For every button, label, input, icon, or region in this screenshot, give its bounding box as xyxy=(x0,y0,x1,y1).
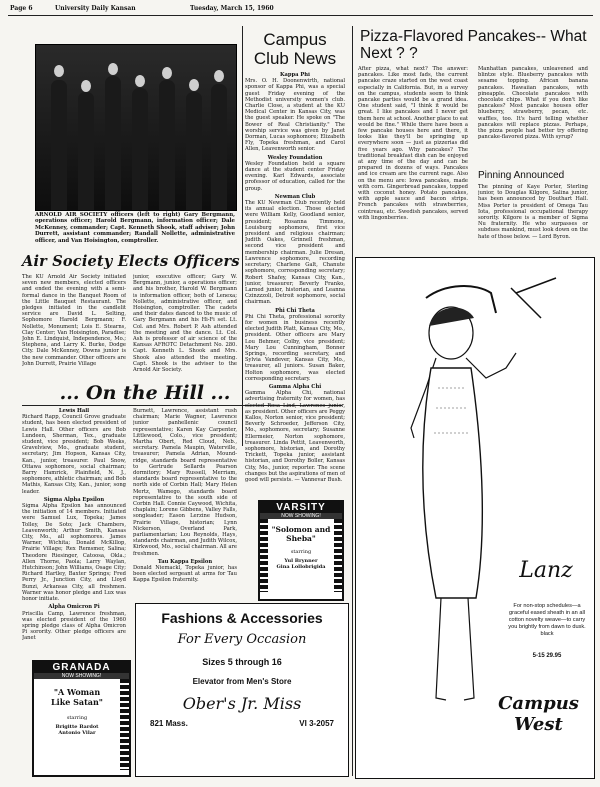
obers-elevator: Elevator from Men's Store xyxy=(192,677,292,686)
lewis-hall-heading: Lewis Hall xyxy=(58,408,90,414)
photo-caption: ARNOLD AIR SOCIETY officers (left to right) Gary Bergmann, operations officer; Harold Bergmann, information officer; Dale McKenney, commander; Capt. Kenneth Shook, staff adviser; John Durrett, assistant commander; Randall Nollette, administrative officer, and Van Hoisington, comptroller. xyxy=(35,212,235,244)
obers-store: Ober's Jr. Miss xyxy=(182,694,302,713)
phi-chi-theta-text: Phi Chi Theta, professional sorority for women in business recently elected Judith Platt, Kansas City, Mo., president. Other officers are Mary Lou Behmer, Colby, vice president; Mary Lou Cunningham, Bonner Springs, recording secretary, and Sylvia Vandever, Kansas City, Mo., treasurer, all juniors. Susan Baker, Holton sophomore, was elected corresponding secretary. xyxy=(245,313,345,382)
obers-phone: VI 3-2057 xyxy=(299,719,334,728)
obers-address: 821 Mass. xyxy=(150,719,188,728)
varsity-film-1: "Solomon and xyxy=(271,525,331,534)
pancakes-headline: Pizza-Flavored Pancakes-- What Next ? ? xyxy=(360,28,587,62)
lanz-price: 29.95 xyxy=(546,653,562,659)
lanz-store: Campus West xyxy=(498,693,579,735)
on-the-hill-col-1 xyxy=(22,408,126,658)
obers-tagline: For Every Occasion xyxy=(177,632,307,647)
issue-date: Tuesday, March 15, 1960 xyxy=(190,5,274,12)
page-number: Page 6 xyxy=(10,5,33,12)
granada-star-1: Brigitte Bardot xyxy=(55,724,99,730)
granada-ad xyxy=(32,660,131,777)
granada-star-2: Antonio Vilar xyxy=(58,730,96,736)
newman-heading: Newman Club xyxy=(274,193,316,200)
granada-starring: starring xyxy=(66,715,88,721)
phi-chi-theta-heading: Phi Chi Theta xyxy=(275,307,315,314)
aop-text: Priscilla Camp, Lawrence freshman, was elected president of the 1960 spring pledge class of Alpha Omicron Pi sorority. Other pledge officers are Janet xyxy=(22,610,126,642)
varsity-star-1: Yul Brynner xyxy=(284,558,318,564)
air-society-col-1: The KU Arnold Air Society initiated seven new members, elected officers and ended the evening with a semi-formal dance in the Banquet Room of the Little Bauquet Restaurant. The pledges initiated in the candlelit service are David L. Selting, Sophomore Harold Bergmann; F. Nollette, Monument; Lois E. Stearns, Clay Center; Van Hoisington, Paradise; John E. Lindquist, Independence, Mo.; Stephens, and Larry K. Burke, Dodge City. Dale McKenney, Downs junior is the new commander. Other officers are John Durrett, Prairie Village xyxy=(22,274,126,367)
air-society-col-2: junior, executive officer; Gary W. Bergmann, junior, a operations officer; and his brother, Harold W. Bergmann is information officer, both of Lenexa; Nollette, administrative officer, and Hoisington, comptroller. The cadets and their dates danced to the music of Gary Bergmann and his Hi-Fi set. Lt. Col. and Mrs. Robert P. Ash attended the meeting and the dance. Lt. Col. Ash is professor of air science of the Kansas AFROTC Detachment No. 280. Capt. Kenneth L. Shook and Mrs. Shook also attended the meeting. Capt. Shook is the adviser to the Arnold Air Society. xyxy=(133,274,237,374)
gamma-alpha-chi-heading: Gamma Alpha Chi xyxy=(268,383,322,390)
kappa-phi-heading: Kappa Phi xyxy=(280,72,310,78)
air-society-headline: Air Society Elects Officers xyxy=(22,253,240,270)
wesley-text: Wesley Foundation held a square dance at the student center Friday evening. Karl Edwards, associate professor of education, called for the group. xyxy=(245,160,345,192)
varsity-name: VARSITY xyxy=(260,502,342,513)
officers-photo xyxy=(35,44,237,211)
lanz-ad xyxy=(355,257,595,779)
sae-heading: Sigma Alpha Epsilon xyxy=(43,496,105,503)
obers-sizes: Sizes 5 through 16 xyxy=(202,657,282,667)
campus-club-headline-2: Club News xyxy=(253,49,337,68)
tke-heading: Tau Kappa Epsilon xyxy=(157,558,213,565)
pancakes-col-1: After pizza, what next? The answer: pancakes. Like most fads, the current pancake craze started on the west coast especially in California. But, in a survey on the campus, students seem to think pancake parties would be a grand idea. One student said, "I think it would be great. I like pancakes and I never get them here at school. Another place to eat would be fine." While there have been a few pancake houses here and there, it looks like they'll be springing up everywhere soon — just as pizzerias did five years ago. Why pancakes? The traditional breakfast dish can be enjoyed at any time of the day and can be prepared in dozens of ways. Pancakes and ice cream are the current rage. Also on the menu are: Iowa pancakes, made with corn. Gingerbread pancakes, topped with coconut honey. Potato pancakes, with apple sauce and bacon strips. French pancakes with strawberries, cointreau, etc. Swedish pancakes, served with lingonberries. xyxy=(358,66,468,221)
granada-film-1: "A Woman xyxy=(53,687,101,697)
sae-text: Sigma Alpha Epsilon has announced the initiation of 14 members. Initiated were Samuel Lux, Topeka; James Tolley, De Soto; Jack Chambers, Leavenworth; Arthur Smith, Kansas City, Mo., all sophomores. James Warner, Wichita; Donald McKillop, Prairie Village; Rex Remsmer, Salina; Theodore Riesinger, Catoosa, Okla.; Allen Thorne, Paola; Larry Waylan, Hutchinson; John Williams, Osage City; Richard Hartley, Baxter Springs; Fred Perry Jr., Junction City, and Lloyd Bunzi, Arkansas City, all freshmen. Warner was honor pledge and Lux was honor initiate. xyxy=(22,503,126,603)
varsity-film-2: Sheba" xyxy=(286,534,316,543)
lanz-copy: For non-stop schedules—a graceful eased sheath in an all cotton novelty weave—to carry you brightly from dawn to dusk. black xyxy=(508,603,586,637)
lewis-hall-text: Richard Rapp, Council Grove graduate student, has been elected president of Lewis Hall. Other officers are Bob Lundeen, Sherman, Tex., graduate student, vice president; Bob Weeks, Gravelview, Mo., graduate student, secretary; Jim Hopson, Kansas City, Kan., junior, treasurer. Paul Snow, Ottawa sophomore, social chairman; Barry Hamrick, Plainfield, N. J., sophomore, athletic chairman; and Bob Mathis, Kansas City, Kan., junior, song leader. xyxy=(22,414,126,495)
granada-film-2: Like Satan" xyxy=(51,697,103,707)
varsity-now-showing: NOW SHOWING! xyxy=(260,513,342,519)
aop-heading: Alpha Omicron Pi xyxy=(48,604,100,611)
obers-title: Fashions & Accessories xyxy=(161,610,323,626)
paper-name: University Daily Kansan xyxy=(55,5,136,12)
granada-name: GRANADA xyxy=(34,662,129,673)
on-the-hill-col-2 xyxy=(133,408,237,620)
lanz-sizes: 5-15 xyxy=(532,653,545,659)
granada-now-showing: NOW SHOWING! xyxy=(34,673,129,679)
pinning-headline: Pinning Announced xyxy=(478,170,565,181)
gamma-alpha-chi-text: Gamma Alpha Chi, national advertising fraternity for women, has elected Rosa Lind, Lawrence junior, as president. Other officers are Peggy Kallos, Norton senior, vice president; Beverly Schroeder, Jefferson City, Mo., sophomore, secretary; Susanne Ellermeier, Norton sophomore, treasurer. Linda Pettit, Leavenworth, sophomore, historian, and Dorothy Trickett, Topeka junior, assistant historian, and Dorothy Boller, Kansas City, Mo., junior, reporter. The scene changes but the aspirations of men of good will persists. — Vannevar Bush. xyxy=(245,390,345,483)
varsity-starring: starring xyxy=(290,549,312,555)
on-the-hill-headline: ... On the Hill ... xyxy=(59,382,231,404)
kappa-phi-text: Mrs. O. H. Doonenwirth, national sponsor of Kappa Phi, was a special guest Friday evening of the Methodist university women's club. Charlie Close, a student at the KU Medical Center in Kansas City, was the guest speaker. He spoke on "The Bower of Real Christianity." The worship service was given by Janet Dorman, Lucas sophomore; Elizabeth Fly, Topeka freshman, and Carol Allen, Leavenworth senior. xyxy=(245,78,345,153)
varsity-ad xyxy=(258,500,344,601)
obers-ad xyxy=(135,603,349,777)
aop-continued-text: Burnett, Lawrence, assistant rush chairman; Marie Wagner, Lawrence junior panhellenic council representative; Karen Kay Carpenter, Littlewood, Colo., vice president; Martha Obert, Red Cloud, Neb., secretary. Pamela Maupin, Waterville, treasurer; Pamela Adrian, Mound-ridge, standards board representative to Gertrude Sellards Pearson dormitory; Mary Russell, Merriam, standards board representative to the north side of Corbin Hall; Mary Helen Mertz, Wamego, standards board representative to the south side of Corbin Hall. Connie Caywood, Wichita, chaplain; Lorene Gibbens, Valley Falls, songleader; Eason Lerzine Hudson, Prairie Village, historian; Lynn Nickerson, Overland Park, parliamentarian; Lou Reynolds, Hays, standards chairman, and Judith Wilcox, Kirkwood, Mo., social chairman. All are freshmen. xyxy=(133,408,237,557)
varsity-star-2: Gina Lollobrigida xyxy=(276,564,326,570)
campus-club-headline-1: Campus xyxy=(263,30,327,49)
campus-club-headline xyxy=(245,30,345,68)
newman-text: The KU Newman Club recently held its annual election. Those elected were William Kelly, Goodland senior, president; Rosanna Timmons, Louisburg sophomore, first vice president and religious chairman; Judith Oakes, Grinnell freshman, second vice president and membership chairman. Julie Dresan, Lawrence sophomore, recording secretary; Charlene Galt, Chanute sophomore, corresponding secretary; Robert Shafey, Kansas City, Kan., junior, treasurer; Beverly Franko, Larned junior, historian, and Leanna Czinzzzoli, Detroit sophomore, social chairman. xyxy=(245,200,345,306)
lanz-brand: Lanz xyxy=(519,558,573,583)
tke-text: Donald Niemackl, Topeka junior, has been elected sergeant at arms for Tau Kappa Epsilon fraternity. xyxy=(133,565,237,584)
wesley-heading: Wesley Foundation xyxy=(267,154,323,161)
pinning-text: The pinning of Kaye Porter, Sterling junior, to Douglas Kilgore, Salina junior, has been announced by Douthart Hall. Miss Porter is president of Omega Tau Iota, professional occupational therapy sorority. Kilgore is a member of Sigma Nu fraternity. He who surpasses or subdues mankind, must look down on the hate of those below. — Lord Byron. xyxy=(478,184,588,240)
pancakes-col-2: Manhattan pancakes, unleavened and blintze style. Blueberry pancakes with sesame topping. African banana pancakes. Hawaiian pancakes, with pineapple. Chocolate pancakes with chocolate chips. What if you don't like pancakes? Most pancake houses offer blueberry, strawberry, pecan, etc. waffles, too. It's hard telling whether pancakes will replace pizzas. Perhaps, the pizza people had better try offering pancake-flavored pizza. With syrup? xyxy=(478,66,588,141)
